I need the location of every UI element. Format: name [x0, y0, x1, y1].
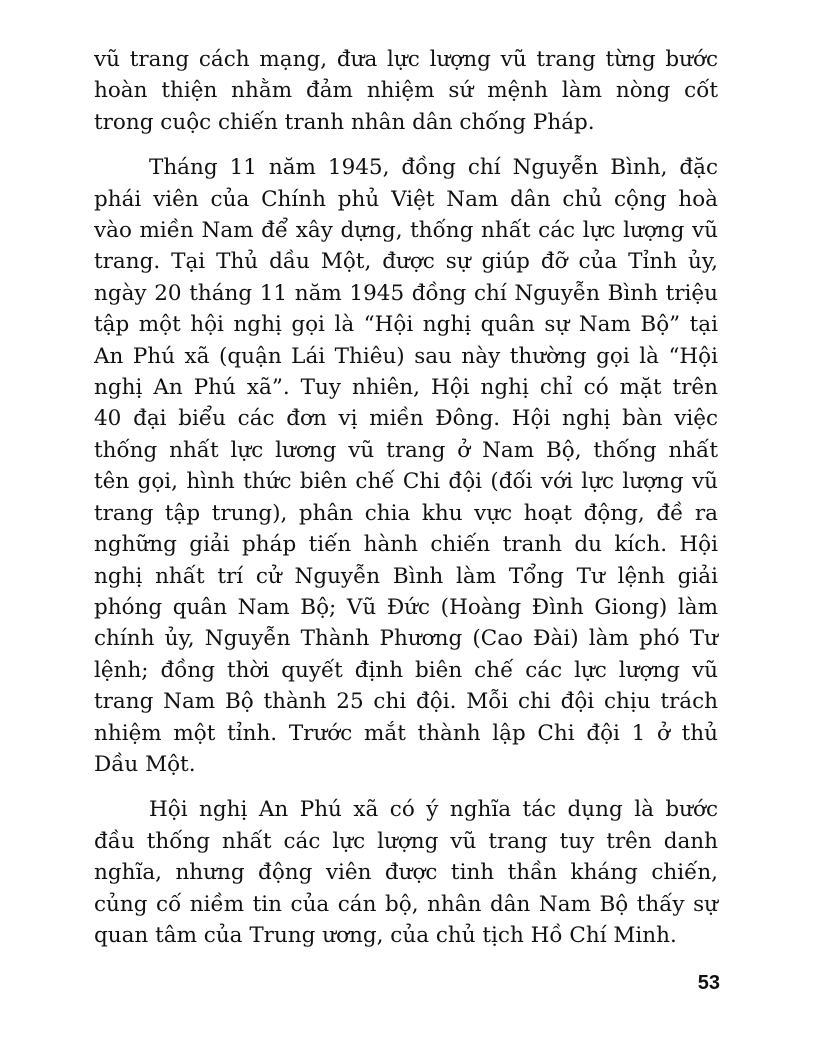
text-line: trang tập trung), phân chia khu vực hoạt động, đề ra: [94, 500, 718, 526]
text-line: thống nhất lực lương vũ trang ở Nam Bộ, thống nhất: [94, 437, 718, 463]
text-line: hoàn thiện nhằm đảm nhiệm sứ mệnh làm nòng cốt: [94, 78, 718, 104]
text-line: Hội nghị An Phú xã có ý nghĩa tác dụng là bước: [149, 797, 718, 823]
text-line: trong cuộc chiến tranh nhân dân chống Pháp.: [94, 109, 595, 135]
text-line: phóng quân Nam Bộ; Vũ Đức (Hoàng Đình Giong) làm: [94, 594, 718, 620]
text-line: nghị nhất trí cử Nguyễn Bình làm Tổng Tư lệnh giải: [94, 563, 718, 589]
text-line: trang Nam Bộ thành 25 chi đội. Mỗi chi đội chịu trách: [94, 689, 718, 715]
text-line: tập một hội nghị gọi là “Hội nghị quân sự Nam Bộ” tại: [94, 312, 718, 338]
text-line: nghị An Phú xã”. Tuy nhiên, Hội nghị chỉ có mặt trên: [94, 375, 718, 401]
text-line: tên gọi, hình thức biên chế Chi đội (đối với lực lượng vũ: [94, 469, 718, 495]
text-line: vào miền Nam để xây dựng, thống nhất các lực lượng vũ: [94, 218, 718, 244]
paragraph-1: [94, 44, 718, 138]
text-line: 40 đại biểu các đơn vị miền Đông. Hội nghị bàn việc: [94, 406, 718, 432]
text-line: vũ trang cách mạng, đưa lực lượng vũ trang từng bước: [94, 47, 718, 72]
text-line: chính ủy, Nguyễn Thành Phương (Cao Đài) làm phó Tư: [94, 626, 718, 652]
text-line: nhiệm một tỉnh. Trước mắt thành lập Chi đội 1 ở thủ: [94, 720, 718, 746]
text-line: củng cố niềm tin của cán bộ, nhân dân Nam Bộ thấy sự: [94, 891, 718, 917]
paragraph-spacer: [94, 780, 718, 794]
text-line: trang. Tại Thủ dầu Một, được sự giúp đỡ của Tỉnh ủy,: [94, 249, 718, 275]
paragraph-spacer: [94, 138, 718, 152]
text-line: ngày 20 tháng 11 năm 1945 đồng chí Nguyễn Bình triệu: [94, 280, 718, 306]
text-line: lệnh; đồng thời quyết định biên chế các lực lượng vũ: [94, 657, 718, 683]
page-number: 53: [697, 972, 720, 994]
text-line: An Phú xã (quận Lái Thiêu) sau này thường gọi là “Hội: [94, 343, 718, 369]
text-line: Dầu Một.: [94, 751, 196, 777]
text-line: Tháng 11 năm 1945, đồng chí Nguyễn Bình, đặc: [149, 155, 718, 181]
text-line: nghững giải pháp tiến hành chiến tranh du kích. Hội: [94, 532, 718, 558]
paragraph-3: [94, 794, 718, 951]
paragraph-2: [94, 152, 718, 780]
text-line: đầu thống nhất các lực lượng vũ trang tuy trên danh: [94, 828, 718, 854]
text-line: nghĩa, nhưng động viên được tinh thần kháng chiến,: [94, 860, 718, 886]
text-line: phái viên của Chính phủ Việt Nam dân chủ cộng hoà: [94, 186, 718, 212]
body-text: [94, 44, 718, 951]
text-line: quan tâm của Trung ương, của chủ tịch Hồ Chí Minh.: [94, 922, 677, 948]
